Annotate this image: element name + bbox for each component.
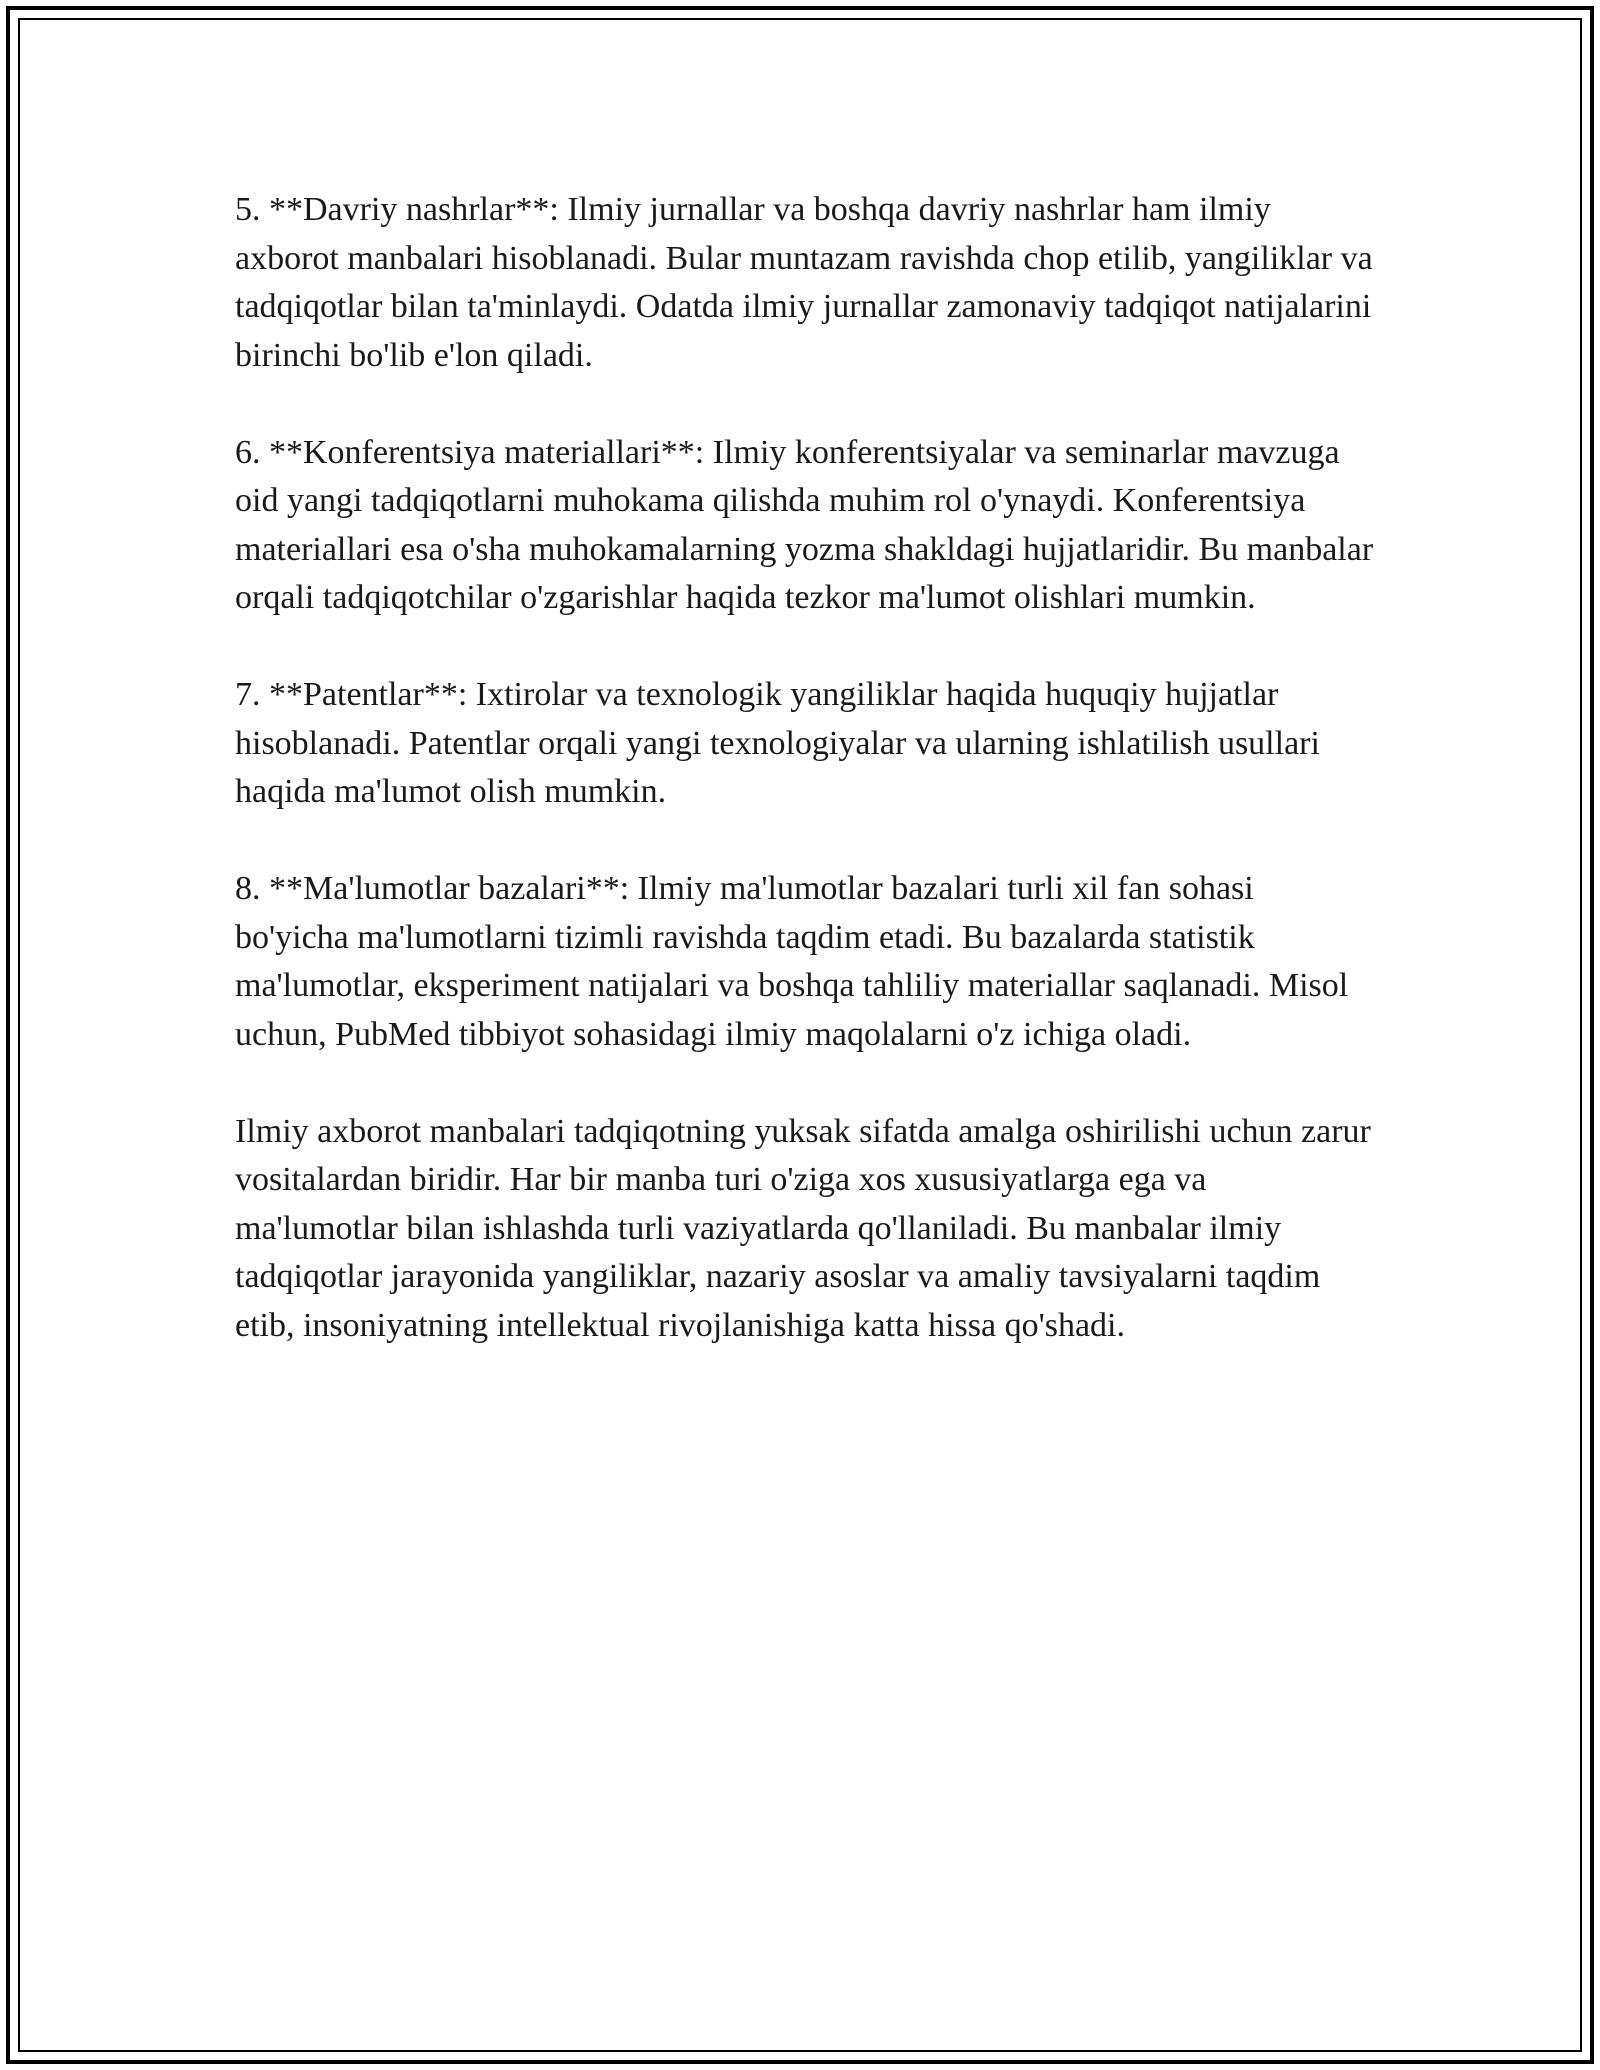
paragraph-conclusion: Ilmiy axborot manbalari tadqiqotning yuksak sifatda amalga oshirilishi uchun zarur vositalardan biridir. Har bir manba turi o'ziga xos xususiyatlarga ega va ma'lumotlar bilan ishlashda turli vaziyatlarda qo'llaniladi. Bu manbalar ilmiy tadqiqotlar jarayonida yangiliklar, nazariy asoslar va amaliy tavsiyalarni taqdim etib, insoniyatning intellektual rivojlanishiga katta hissa qo'shadi. xyxy=(235,1112,1371,1344)
paragraph-malumotlar-bazalari: 8. **Ma'lumotlar bazalari**: Ilmiy ma'lumotlar bazalari turli xil fan sohasi bo'yicha ma'lumotlarni tizimli ravishda taqdim etadi. Bu bazalarda statistik ma'lumotlar, eksperiment natijalari va boshqa tahliliy materiallar saqlanadi. Misol uchun, PubMed tibbiyot sohasidagi ilmiy maqolalarni o'z ichiga oladi. xyxy=(235,870,1349,1053)
document-body xyxy=(235,186,1375,1350)
paragraph-patentlar: 7. **Patentlar**: Ixtirolar va texnologik yangiliklar haqida huquqiy hujjatlar hisoblanadi. Patentlar orqali yangi texnologiyalar va ularning ishlatilish usullari haqida ma'lumot olish mumkin. xyxy=(235,676,1320,810)
paragraph-davriy-nashrlar: 5. **Davriy nashrlar**: Ilmiy jurnallar va boshqa davriy nashrlar ham ilmiy axborot manbalari hisoblanadi. Bular muntazam ravishda chop etilib, yangiliklar va tadqiqotlar bilan ta'minlaydi. Odatda ilmiy jurnallar zamonaviy tadqiqot natijalarini birinchi bo'lib e'lon qiladi. xyxy=(235,191,1373,374)
paragraph-konferentsiya-materiallari: 6. **Konferentsiya materiallari**: Ilmiy konferentsiyalar va seminarlar mavzuga oid yangi tadqiqotlarni muhokama qilishda muhim rol o'ynaydi. Konferentsiya materiallari esa o'sha muhokamalarning yozma shakldagi hujjatlaridir. Bu manbalar orqali tadqiqotchilar o'zgarishlar haqida tezkor ma'lumot olishlari mumkin. xyxy=(235,433,1374,616)
